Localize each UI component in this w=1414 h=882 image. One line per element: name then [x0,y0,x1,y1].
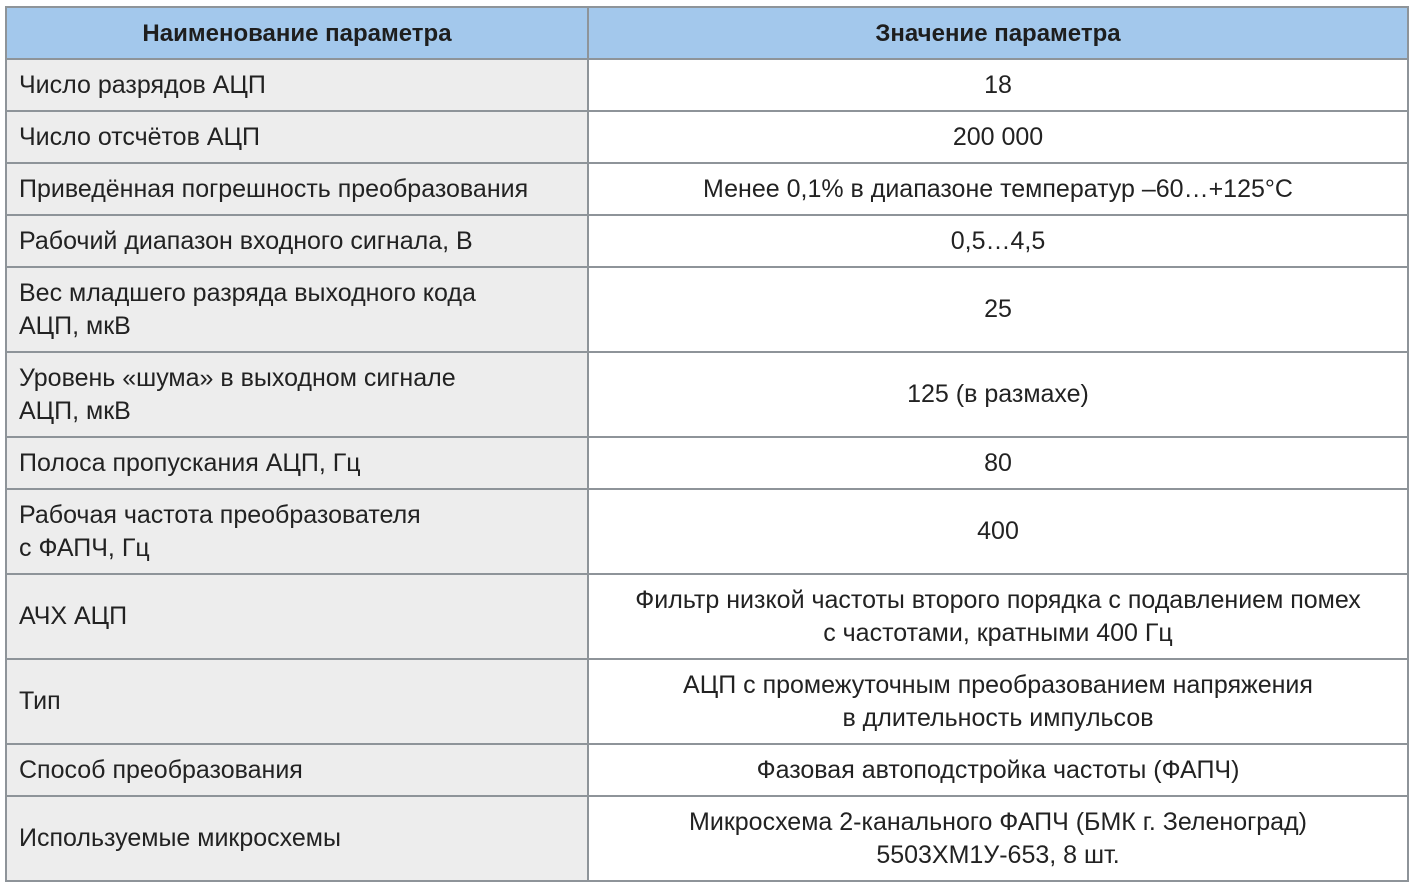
parameter-value-cell: Фазовая автоподстройка частоты (ФАПЧ) [588,744,1408,796]
table-row [6,744,1408,796]
table-row [6,163,1408,215]
table-row [6,437,1408,489]
parameter-name-cell: Вес младшего разряда выходного кода АЦП, мкВ [6,267,588,352]
parameter-name-cell: Уровень «шума» в выходном сигнале АЦП, мкВ [6,352,588,437]
parameter-name-cell: Рабочий диапазон входного сигнала, В [6,215,588,267]
table-row [6,352,1408,437]
parameter-name-cell: Полоса пропускания АЦП, Гц [6,437,588,489]
parameter-value-cell: 400 [588,489,1408,574]
header-parameter-value: Значение параметра [588,7,1408,59]
parameter-value-cell: АЦП с промежуточным преобразованием напряжения в длительность импульсов [588,659,1408,744]
parameter-name-cell: АЧХ АЦП [6,574,588,659]
parameter-value-cell: 125 (в размахе) [588,352,1408,437]
table-row [6,574,1408,659]
parameter-name-cell: Число отсчётов АЦП [6,111,588,163]
parameter-name-cell: Число разрядов АЦП [6,59,588,111]
parameter-value-cell: Фильтр низкой частоты второго порядка с подавлением помех с частотами, кратными 400 Гц [588,574,1408,659]
parameters-table [5,6,1409,882]
table-row [6,796,1408,881]
table-row [6,215,1408,267]
parameter-name-cell: Используемые микросхемы [6,796,588,881]
parameter-name-cell: Приведённая погрешность преобразования [6,163,588,215]
parameter-value-cell: 25 [588,267,1408,352]
parameter-value-cell: 80 [588,437,1408,489]
parameter-value-cell: 200 000 [588,111,1408,163]
parameter-value-cell: Менее 0,1% в диапазоне температур –60…+125°С [588,163,1408,215]
parameter-name-cell: Рабочая частота преобразователя с ФАПЧ, Гц [6,489,588,574]
parameter-value-cell: 0,5…4,5 [588,215,1408,267]
header-parameter-name: Наименование параметра [6,7,588,59]
parameter-value-cell: Микросхема 2-канального ФАПЧ (БМК г. Зеленоград) 5503ХМ1У-653, 8 шт. [588,796,1408,881]
table-row [6,267,1408,352]
table-row [6,59,1408,111]
parameter-value-cell: 18 [588,59,1408,111]
table-row [6,111,1408,163]
parameter-name-cell: Тип [6,659,588,744]
table-header [6,7,1408,59]
table-row [6,659,1408,744]
header-row [6,7,1408,59]
table-body [6,59,1408,881]
parameter-name-cell: Способ преобразования [6,744,588,796]
table-row [6,489,1408,574]
